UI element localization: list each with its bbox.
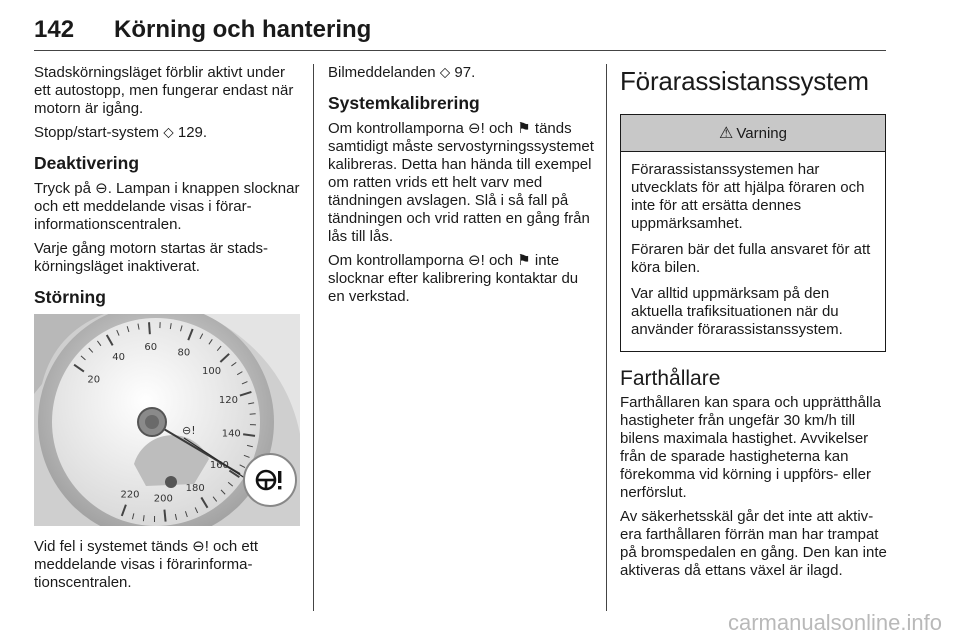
watermark: carmanualsonline.info: [727, 610, 942, 635]
column-2: [328, 64, 594, 312]
warning-paragraph-3: Var alltid uppmärksam på den aktuella trafiksituationen när du använder förarassistanssystem.: [631, 285, 843, 338]
gauge-tick-label: 80: [177, 347, 191, 359]
speedometer-illustration: [34, 314, 300, 526]
gauge-tick-label: 40: [112, 351, 125, 363]
warning-paragraph-1: Förarassistanssystemen har utvecklats för att hjälpa föraren och inte för att ersätta dennes uppmärksamhet.: [631, 161, 865, 232]
warning-label: Varning: [736, 124, 787, 142]
heading-systemkalibrering: Systemkalibrering: [328, 93, 480, 113]
gauge-tick-label: 220: [120, 489, 140, 501]
warning-triangle-icon: ⚠: [719, 125, 734, 142]
page-number: 142: [34, 16, 75, 43]
gauge-tick-label: 120: [218, 395, 239, 407]
warning-box: [620, 114, 886, 352]
gauge-tick: [149, 322, 150, 334]
heading-farthallare: Farthållare: [620, 367, 721, 390]
paragraph-city-mode: Stadskörningsläget förblir aktivt under ett autostopp, men fungerar endast när motorn är igång.: [34, 64, 294, 117]
gauge-tick-label: 60: [144, 342, 158, 354]
warning-header: [621, 115, 885, 152]
chapter-title: Körning och hantering: [114, 16, 372, 43]
column-3: [620, 64, 888, 586]
gauge-tick-label: 160: [209, 459, 229, 471]
paragraph-cruise-2: Av säkerhetsskäl går det inte att aktivera farthållaren förrän man har trampat på bromspedalen en gång. Den kan inte aktiveras då ettans växel är ilagd.: [620, 508, 887, 579]
column-divider-2: [606, 64, 607, 611]
warning-paragraph-2: Föraren bär det fulla ansvaret för att köra bilen.: [631, 241, 871, 276]
heading-deaktivering: Deaktivering: [34, 153, 140, 173]
paragraph-cruise-1: Farthållaren kan spara och upprätthålla hastigheter från ungefär 30 km/h till bilens maximala hastighet. Avvikelser från de sparade hastigheterna kan förekomma vid körning i uppförs- eller nerförslut.: [620, 394, 881, 501]
steering-warning-small-icon: ⊖!: [182, 424, 196, 437]
gauge-tick-label: 180: [185, 483, 205, 495]
gauge-tick-label: 100: [202, 366, 222, 378]
column-divider-1: [313, 64, 314, 611]
header-divider: [34, 50, 886, 51]
page-header: [34, 10, 886, 50]
gauge-tick-label: 200: [153, 493, 173, 505]
gauge-tick-label: 20: [87, 374, 101, 386]
link-bilmeddelanden[interactable]: Bilmeddelanden ⬦ 97.: [328, 64, 476, 81]
figure-caption: Vid fel i systemet tänds ⊖! och ett meddelande visas i förarinformationscentralen.: [34, 538, 259, 591]
warning-body: [621, 152, 885, 351]
paragraph-calibration: Om kontrollamporna ⊖! och ⚑ tänds samtidigt måste servostyrningssystemet kalibreras. Detta han hända till exempel om ratten vrids ett helt varv med tändningen avslagen. Slå i så fall på tändningen och vrid ratten en gång från lås till lås.: [328, 120, 594, 245]
column-1: [34, 64, 300, 598]
heading-storning: Störning: [34, 287, 106, 307]
link-stop-start[interactable]: Stopp/start-system ⬦ 129.: [34, 124, 208, 141]
section-title: Förarassistanssystem: [620, 66, 869, 96]
gauge-tick: [164, 510, 165, 522]
speedometer-figure: [34, 314, 300, 526]
paragraph-restart: Varje gång motorn startas är stadskörningsläget inaktiverat.: [34, 240, 268, 275]
paragraph-deactivate: Tryck på ⊖. Lampan i knappen slocknar och ett meddelande visas i förarinformationscentralen.: [34, 180, 300, 233]
paragraph-calibration-fail: Om kontrollamporna ⊖! och ⚑ inte slocknar efter kalibrering kontaktar du en verkstad.: [328, 252, 579, 305]
gauge-tick-label: 140: [221, 428, 241, 440]
